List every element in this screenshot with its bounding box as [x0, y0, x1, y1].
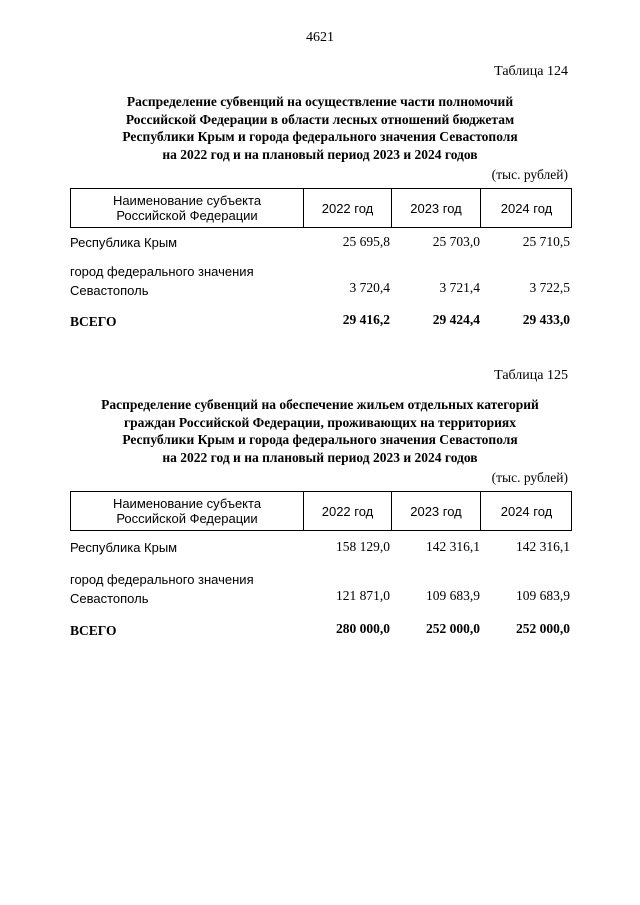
units-label: (тыс. рублей)	[491, 167, 568, 182]
total-row	[70, 621, 572, 641]
value-2024: 3 722,5	[529, 280, 570, 295]
header-year-2022: 2022 год	[303, 189, 391, 227]
header-right-border	[571, 189, 572, 227]
table-row	[70, 262, 572, 302]
title-line: на 2022 год и на плановый период 2023 и 2024 годов	[162, 449, 478, 465]
table-row	[70, 538, 572, 558]
header-year-2024: 2024 год	[480, 492, 572, 530]
total-label: ВСЕГО	[70, 623, 117, 638]
header-name-line: Российской Федерации	[116, 208, 258, 223]
value-2022: 158 129,0	[336, 539, 390, 554]
row-name: город федерального значения	[70, 264, 254, 279]
row-name: Республика Крым	[70, 235, 178, 250]
row-name: город федерального значения	[70, 572, 254, 587]
value-2023: 142 316,1	[426, 539, 480, 554]
title-line: Республики Крым и города федерального значения Севастополя	[122, 432, 518, 447]
total-2022: 29 416,2	[342, 312, 390, 327]
total-2024: 29 433,0	[522, 312, 570, 327]
header-name-cell	[70, 189, 303, 227]
title-line: граждан Российской Федерации, проживающих на территориях	[124, 414, 516, 430]
total-2023: 29 424,4	[432, 312, 480, 327]
total-2022: 280 000,0	[336, 621, 390, 636]
header-right-border	[571, 492, 572, 530]
value-2023: 25 703,0	[432, 234, 480, 249]
title-line: Распределение субвенций на осуществление части полномочий	[126, 94, 514, 109]
row-name: Республика Крым	[70, 540, 178, 555]
table-label: Таблица 125	[494, 368, 568, 383]
total-row	[70, 312, 572, 332]
table-label: Таблица 124	[494, 64, 568, 79]
header-name-line: Наименование субъекта	[112, 496, 262, 511]
table-title	[60, 93, 580, 163]
title-line: на 2022 год и на плановый период 2023 и 2024 годов	[162, 146, 478, 162]
value-2024: 142 316,1	[516, 539, 570, 554]
row-name-cont: Севастополь	[70, 591, 149, 606]
value-2023: 109 683,9	[426, 588, 480, 603]
value-2022: 3 720,4	[349, 280, 390, 295]
header-name-line: Российской Федерации	[116, 511, 258, 526]
value-2024: 25 710,5	[522, 234, 570, 249]
value-2024: 109 683,9	[516, 588, 570, 603]
title-line: Российской Федерации в области лесных отношений бюджетам	[125, 111, 515, 127]
header-year-2024: 2024 год	[480, 189, 572, 227]
header-year-2023: 2023 год	[391, 492, 480, 530]
header-year-2022: 2022 год	[303, 492, 391, 530]
total-2024: 252 000,0	[516, 621, 570, 636]
total-2023: 252 000,0	[426, 621, 480, 636]
header-name-line: Наименование субъекта	[112, 193, 262, 208]
table-header	[70, 188, 572, 228]
table-header	[70, 491, 572, 531]
value-2023: 3 721,4	[439, 280, 480, 295]
title-line: Распределение субвенций на обеспечение жильем отдельных категорий	[101, 397, 539, 412]
value-2022: 121 871,0	[336, 588, 390, 603]
header-year-2023: 2023 год	[391, 189, 480, 227]
table-row	[70, 570, 572, 610]
header-name-cell	[70, 492, 303, 530]
units-label: (тыс. рублей)	[491, 470, 568, 485]
table-row	[70, 233, 572, 253]
row-name-cont: Севастополь	[70, 283, 149, 298]
page-number: 4621	[306, 30, 334, 45]
total-label: ВСЕГО	[70, 314, 117, 329]
title-line: Республики Крым и города федерального значения Севастополя	[122, 129, 518, 144]
value-2022: 25 695,8	[342, 234, 390, 249]
table-title	[60, 396, 580, 466]
